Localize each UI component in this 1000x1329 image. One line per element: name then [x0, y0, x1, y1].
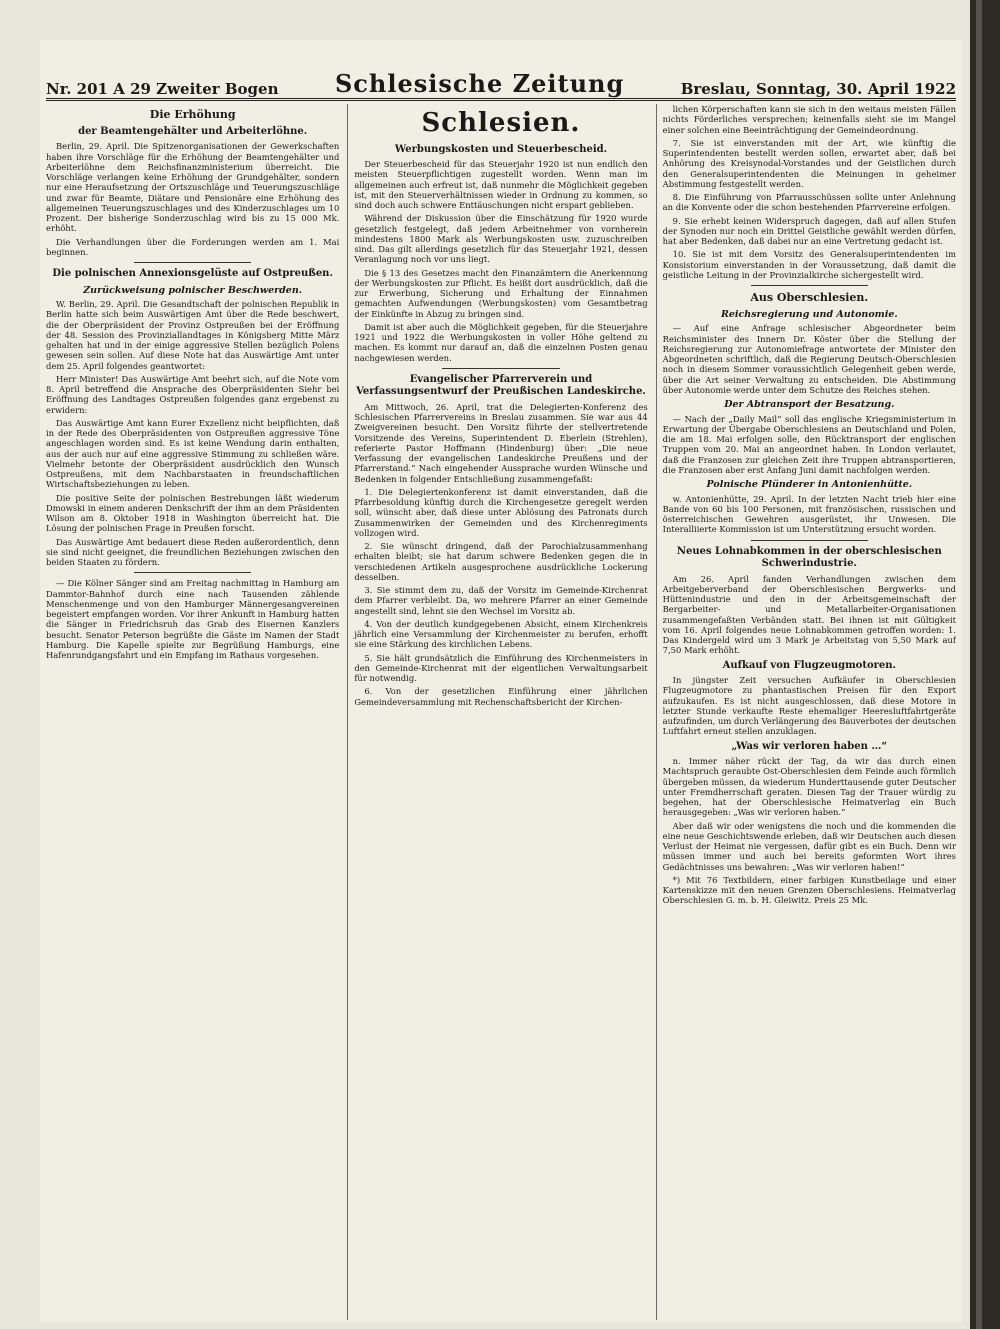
- article-heading: Evangelischer Pfarrerverein und Verfassungsentwurf der Preußischen Landeskirche.: [356, 373, 646, 398]
- article-heading: Aus Oberschlesien.: [750, 291, 869, 304]
- section-title: Schlesien.: [421, 108, 581, 138]
- masthead: [46, 60, 956, 101]
- paragraph: 3. Sie stimmt dem zu, daß der Vorsitz im Gemeinde-Kirchenrat dem Pfarrer verbleibt. Da, wo mehrere Pfarrer an einer Gemeinde angestellt sind, lehnt sie den Wechsel im Vorsitz ab.: [354, 585, 648, 616]
- paragraph: n. Immer näher rückt der Tag, da wir das durch einen Machtspruch geraubte Ost-Oberschlesien dem Feinde auch förmlich übergeben müssen, da wiederum Hunderttausende guter Deutscher unter Fremdherrschaft geraten. Diesen Tag der Trauer würdig zu begehen, hat der Oberschlesische Heimatverlag ein Buch herausgegeben: „Was wir verloren haben.“: [662, 756, 956, 818]
- paragraph: Die positive Seite der polnischen Bestrebungen läßt wiederum Dmowski in einem anderen Denkschrift der ihm an dem Präsidenten Wilson am 8. Oktober 1918 in Washington überreicht hat. Die Lösung der polnischen Frage in Preußen forscht.: [46, 492, 340, 534]
- paragraph: Der Steuerbescheid für das Steuerjahr 1920 ist nun endlich den meisten Steuerpflichtigen zugestellt worden. Wenn man im allgemeinen auch erfreut ist, daß nunmehr die Möglichkeit gegeben ist, mit den Steuerverhältnissen wieder in Ordnung zu kommen, so sind doch auch schwere Enttäuschungen nicht erspart geblieben.: [354, 159, 648, 211]
- paragraph: — Auf eine Anfrage schlesischer Abgeordneter beim Reichsminister des Innern Dr. Köster über die Stellung der Reichsregierung zur Autonomiefrage antwortete der Minister den Abgeordneten schriftlich, daß die Regierung Deutsch-Oberschlesien noch in diesem Sommer voraussichtlich Gelegenheit geben werde, über die Art seiner Verwaltung zu entscheiden. Die Abstimmung über Autonomie werde unter dem Schutze des Reiches stehen.: [662, 323, 956, 395]
- footnote: *) Mit 76 Textbildern, einer farbigen Kunstbeilage und einer Kartenskizze mit den neuen Grenzen Oberschlesiens. Heimatverlag Oberschlesien G. m. b. H. Gleiwitz. Preis 25 Mk.: [662, 874, 956, 906]
- article-heading: „Was wir verloren haben …“: [731, 740, 888, 752]
- paragraph: Am Mittwoch, 26. April, trat die Delegierten-Konferenz des Schlesischen Pfarrervereins in Breslau zusammen. Sie war aus 44 Zweigvereinen besucht. Den Vorsitz führte der stellvertretende Vorsitzende des Vereins, Superintendent D. Eberlein (Strehlen), referierte Pastor Hoffmann (Hindenburg) über: „Die neue Verfassung der evangelischen Landeskirche Preußens und der Pfarrerstand.“ Nach eingehender Aussprache wurden Wünsche und Bedenken in folgender Entschließung zusammengefaßt:: [354, 401, 648, 484]
- divider: [442, 368, 559, 369]
- paragraph: 1. Die Delegiertenkonferenz ist damit einverstanden, daß die Pfarrbesoldung künftig durch die Kirchengesetze geregelt werden soll, wünscht aber, daß diese unter Ablösung des Patronats durch Zusammenwirken der Gemeinden und des Kirchenregiments vollzogen wird.: [354, 486, 648, 538]
- paragraph: Aber daß wir oder wenigstens die noch und die kommenden die eine neue Geschichtswende erleben, daß wir Deutschen auch diesen Verlust der Heimat nie vergessen, dafür gibt es ein Buch. Denn wir müssen immer und auch bei bereits geformten Wort ihres Gedächtnisses uns bewahren: „Was wir verloren haben!“: [662, 820, 956, 872]
- columns: [46, 104, 956, 1320]
- paragraph: W. Berlin, 29. April. Die Gesandtschaft der polnischen Republik in Berlin hatte sich beim Auswärtigen Amt über die Rede beschwert, die der Oberpräsident der Provinz Ostpreußen bei der Eröffnung der 48. Session des Provinziallandtages in Königsberg Mitte März gehalten hat und in der einige aggressive Stellen bezüglich Polens gewesen sein sollen. Auf diese Note hat das Auswärtige Amt unter dem 25. April folgendes geantwortet:: [46, 299, 340, 371]
- paragraph: 8. Die Einführung von Pfarrausschüssen sollte unter Anlehnung an die Konvente oder die schon bestehenden Pfarrvereine erfolgen.: [662, 192, 956, 213]
- newspaper-page: [40, 40, 962, 1322]
- paragraph: lichen Körperschaften kann sie sich in den weitaus meisten Fällen nichts Förderliches versprechen; keinenfalls sieht sie im Mangel einer solchen eine Beeinträchtigung der Gemeindeordnung.: [662, 104, 956, 135]
- article-subheading: Reichsregierung und Autonomie.: [720, 308, 898, 320]
- paragraph: 2. Sie wünscht dringend, daß der Parochialzusammenhang erhalten bleibt; sie hat darum schwere Bedenken gegen die in verschiedenen Artikeln ausgesprochene ausdrückliche Lockerung desselben.: [354, 541, 648, 582]
- paragraph: Die Verhandlungen über die Forderungen werden am 1. Mai beginnen.: [46, 236, 340, 257]
- article-heading: Die polnischen Annexionsgelüste auf Ostpreußen.: [52, 268, 333, 279]
- paragraph: Die § 13 des Gesetzes macht den Finanzämtern die Anerkennung der Werbungskosten zur Pflicht. Es heißt dort ausdrücklich, daß die zur Erwerbung, Sicherung und Erhaltung der Einnahmen gemachten Aufwendungen (Werbungskosten) vom Gesamtbetrag der Einkünfte in Abzug zu bringen sind.: [354, 267, 648, 319]
- article-subheading: Polnische Plünderer in Antonienhütte.: [706, 479, 913, 491]
- paragraph: Herr Minister! Das Auswärtige Amt beehrt sich, auf die Note vom 8. April betreffend die Ansprache des Oberpräsidenten Siehr bei Eröffnung des Landtages Ostpreußen folgendes ganz ergebenst zu erwidern:: [46, 373, 340, 415]
- paragraph: 5. Sie hält grundsätzlich die Einführung des Kirchenmeisters in den Gemeinde-Kirchenrat mit der eigentlichen Verwaltungsarbeit für notwendig.: [354, 652, 648, 684]
- divider: [751, 285, 868, 286]
- paragraph: Während der Diskussion über die Einschätzung für 1920 wurde gesetzlich festgelegt, daß jedem Arbeitnehmer von vornherein mindestens 1800 Mark als Werbungskosten usw. zuzuschreiben sind. Das gilt allerdings gesetzlich für das Steuerjahr 1921, dessen Veranlagung noch vor uns liegt.: [354, 213, 648, 265]
- column-1: [46, 104, 339, 1320]
- issue-number: Nr. 201 A 29 Zweiter Bogen: [46, 80, 279, 98]
- paragraph: 4. Von der deutlich kundgegebenen Absicht, einem Kirchenkreis jährlich eine Versammlung der Kirchenmeister zu berufen, erhofft sie eine Stärkung des kirchlichen Lebens.: [354, 618, 648, 650]
- paragraph: Das Auswärtige Amt kann Eurer Exzellenz nicht beipflichten, daß in der Rede des Oberpräsidenten von Ostpreußen aggressive Töne angeschlagen worden sind. Es ist keine Wendung darin enthalten, aus der auch nur auf eine aggressive Stimmung zu schließen wäre. Vielmehr betonte der Oberpräsident ausdrücklich den Wunsch Ostpreußens, mit dem Nachbarstaaten in freundschaftlichen Wirtschaftsbeziehungen zu leben.: [46, 417, 340, 490]
- paragraph: Das Auswärtige Amt bedauert diese Reden außerordentlich, denn sie sind nicht geeignet, die freundlichen Beziehungen zwischen den beiden Staaten zu fördern.: [46, 536, 340, 568]
- binding-edge: [970, 0, 1000, 1329]
- paragraph: — Nach der „Daily Mail“ soll das englische Kriegsministerium in Erwartung der Übergabe Oberschlesiens an Deutschland und Polen, die am 18. Mai erfolgen solle, den Rücktransport der englischen Truppen vom 20. Mai an angeordnet haben. In London verlautet, daß die Franzosen zur gleichen Zeit ihre Truppen abtransportieren, die Franzosen aber erst Anfang Juni damit nachfolgen werden.: [662, 413, 956, 475]
- article-heading: Neues Lohnabkommen in der oberschlesischen Schwerindustrie.: [676, 545, 942, 570]
- paragraph: In jüngster Zeit versuchen Aufkäufer in Oberschlesien Flugzeugmotore zu phantastischen Preisen für den Export aufzukaufen. Es ist nicht ausgeschlossen, daß diese Motore in letzter Stunde verkaufte Reste ehemaliger Heeresluftfahrtgeräte aufzufinden, um durch Verlängerung des Bauverbotes der deutschen Luftfahrt erneut stellen anzuklagen.: [662, 675, 956, 737]
- paragraph: 7. Sie ist einverstanden mit der Art, wie künftig die Superintendenten bestellt werden sollen, erwartet aber, daß bei Anhörung des Kreisynodal-Vorstandes und der Geistlichen durch den Generalsuperintendenten die Meinungen in geheimer Abstimmung festgestellt werden.: [662, 137, 956, 189]
- newspaper-title: Schlesische Zeitung: [334, 69, 625, 98]
- paragraph: 10. Sie ist mit dem Vorsitz des Generalsuperintendenten im Konsistorium einverstanden in der Voraussetzung, daß damit die geistliche Leitung in der Provinzialkirche sichergestellt wird.: [662, 249, 956, 280]
- column-2: [347, 104, 647, 1320]
- paragraph: Berlin, 29. April. Die Spitzenorganisationen der Gewerkschaften haben ihre Vorschläge für die Erhöhung der Beamtengehälter und Arbeiterlöhne dem Reichsfinanzministerium überreicht. Die Vorschläge verlangen keine Erhöhung der Grundgehälter, sondern nur eine Heraufsetzung der Ortszuschläge und Teuerungszuschläge und zwar für Beamte, Diätare und Pensionäre eine Erhöhung des allgemeinen Teuerungszuschlages und des Kinderzuschlages um 10 Prozent. Der bisherige Sonderzuschlag wird bis zu 15 000 Mk. erhöht.: [46, 141, 340, 234]
- paragraph: w. Antonienhütte, 29. April. In der letzten Nacht trieb hier eine Bande von 60 bis 100 Personen, mit französischen, russischen und österreichischen Gewehren ausgerüstet, ihr Unwesen. Die Interalliierte Kommission ist um Unterstützung ersucht worden.: [662, 493, 956, 535]
- divider: [134, 262, 251, 263]
- paragraph: 6. Von der gesetzlichen Einführung einer jährlichen Gemeindeversammlung mit Rechenschaftsbericht der Kirchen-: [354, 686, 648, 707]
- article-subheading: Der Abtransport der Besatzung.: [724, 399, 895, 411]
- article-heading: Aufkauf von Flugzeugmotoren.: [722, 659, 897, 671]
- paragraph: Am 26. April fanden Verhandlungen zwischen dem Arbeitgeberverband der Oberschlesischen Bergwerks- und Hüttenindustrie und den in der Arbeitsgemeinschaft der Bergarbeiter- und Metallarbeiter-Organisationen zusammengefaßten Verbänden statt. Bei ihnen ist mit Gültigkeit vom 16. April folgendes neue Lohnabkommen getroffen worden: 1. Das Kindergeld wird um 3 Mark je Arbeitstag von 5,50 Mark auf 7,50 Mark erhöht.: [662, 573, 956, 656]
- article-heading: Die Erhöhung: [149, 108, 236, 121]
- paragraph: — Die Kölner Sänger sind am Freitag nachmittag in Hamburg am Dammtor-Bahnhof durch eine nach Tausenden zählende Menschenmenge und von den Hamburger Männergesangvereinen begeistert empfangen worden. Vor ihrer Ankunft in Hamburg hatten die Sänger in Friedrichsruh das Grab des Eisernen Kanzlers besucht. Senator Peterson begrüßte die Gäste im Namen der Stadt Hamburg. Die Kapelle spielte zur Begrüßung Hamburgs, eine Hafenrundgangsfahrt und ein Empfang im Rathaus vorgesehen.: [46, 578, 340, 661]
- divider: [134, 572, 251, 573]
- article-heading: Werbungskosten und Steuerbescheid.: [394, 143, 608, 155]
- article-subheading: Zurückweisung polnischer Beschwerden.: [83, 284, 303, 296]
- article-subheading: der Beamtengehälter und Arbeiterlöhne.: [78, 125, 308, 137]
- issue-date: Breslau, Sonntag, 30. April 1922: [680, 80, 956, 98]
- paragraph: Damit ist aber auch die Möglichkeit gegeben, für die Steuerjahre 1921 und 1922 die Werbungskosten in voller Höhe geltend zu machen. Es kommt nur darauf an, daß die einzelnen Posten genau nachgewiesen werden.: [354, 321, 648, 363]
- paragraph: 9. Sie erhebt keinen Widerspruch dagegen, daß auf allen Stufen der Synoden nur noch ein Drittel Geistliche gewählt werden dürfen, hat aber Bedenken, daß dabei nur an eine Vertretung gedacht ist.: [662, 215, 956, 246]
- column-3: [656, 104, 956, 1320]
- divider: [751, 540, 868, 541]
